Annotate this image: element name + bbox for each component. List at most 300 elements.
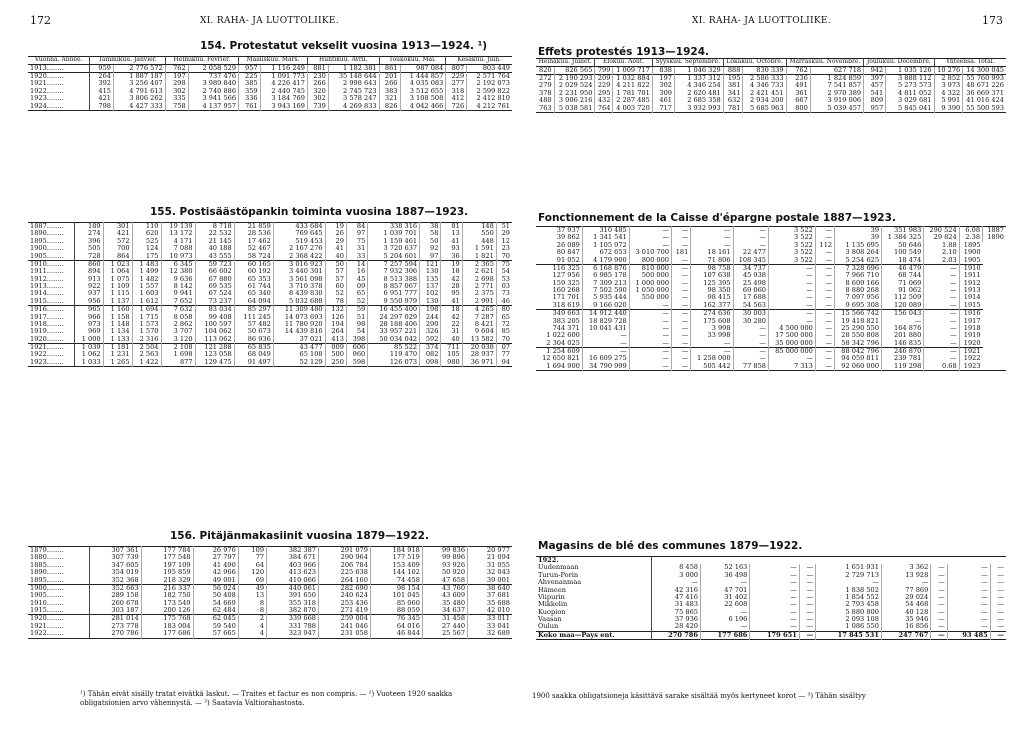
value-cell: 6.08 — [959, 227, 982, 235]
value-cell: 505 442 — [691, 363, 733, 371]
value-cell: 1 258 000 — [691, 355, 733, 362]
value-cell: 109 — [238, 547, 266, 555]
value-cell: — — [768, 272, 815, 279]
value-cell: 347 605 — [89, 562, 141, 569]
value-cell: 22 — [441, 321, 462, 328]
value-cell: 126 — [325, 314, 346, 321]
value-cell: 500 — [325, 351, 346, 358]
total-value: — — [990, 631, 1006, 639]
year-cell: 1920........ — [28, 615, 89, 623]
value-cell: 3 000 — [651, 572, 700, 579]
value-cell: 231 058 — [319, 630, 371, 638]
value-cell: 65 — [346, 290, 367, 297]
value-cell: 60 192 — [234, 268, 273, 275]
value-cell: 1916 — [959, 310, 982, 318]
value-cell: 104 062 — [195, 328, 234, 335]
value-cell: 177 784 — [141, 547, 193, 555]
value-cell: 303 187 — [89, 607, 141, 615]
value-cell: 264 — [90, 73, 114, 81]
value-cell: 54 669 — [193, 600, 238, 607]
value-cell: 77 869 — [881, 587, 930, 594]
value-cell: 7 313 — [768, 363, 815, 371]
value-cell: 965 — [74, 306, 103, 314]
value-cell: 274 636 — [691, 310, 733, 318]
value-cell: 98 — [346, 321, 367, 328]
value-cell: 57 482 — [234, 321, 273, 328]
total-value: 17 845 531 — [816, 631, 882, 639]
value-cell: 5 038 581 — [554, 105, 595, 113]
value-cell: 70 — [501, 251, 510, 260]
value-cell: — — [733, 355, 768, 362]
year-cell: 1890........ — [28, 569, 89, 576]
value-cell: 93 926 — [422, 562, 467, 569]
value-cell: 144 102 — [370, 569, 422, 576]
value-cell: 318 619 — [536, 302, 582, 310]
value-cell: 62 045 — [193, 615, 238, 623]
value-cell: 361 — [786, 90, 810, 97]
value-cell: 69 — [238, 577, 266, 585]
value-cell: 3 707 — [161, 328, 195, 335]
value-cell: 30 280 — [733, 318, 768, 325]
value-cell: 40 128 — [881, 609, 930, 616]
value-cell: — — [582, 332, 629, 339]
value-cell: 1 821 — [462, 253, 496, 261]
value-cell: 2 991 — [462, 298, 496, 306]
value-cell: 200 126 — [141, 607, 193, 615]
table-row — [536, 579, 1006, 586]
value-cell: — — [947, 616, 990, 623]
value-cell: 6 168 876 — [582, 264, 629, 272]
value-cell: 290 964 — [319, 554, 371, 561]
value-cell: 70 — [501, 334, 510, 343]
table-154b-title: Effets protestés 1913—1924. — [538, 46, 710, 58]
value-cell: — — [947, 594, 990, 601]
value-cell: 86 936 — [234, 336, 273, 344]
value-cell: 34 790 999 — [582, 363, 629, 371]
value-cell: 260 678 — [89, 600, 141, 607]
value-cell: 2 621 — [462, 268, 496, 275]
value-cell: 198 — [420, 306, 441, 314]
value-cell: — — [629, 332, 671, 339]
value-cell: 4 212 761 — [476, 101, 510, 110]
province-cell: Turun-Porin — [536, 572, 651, 579]
total-label: Koko maa—Pays ent. — [536, 631, 651, 639]
value-cell: 50 408 — [193, 592, 238, 599]
value-cell: 2 934 200 — [743, 97, 786, 104]
value-cell: 100 597 — [195, 321, 234, 328]
value-cell: 101 045 — [370, 592, 422, 599]
value-cell: 1 109 — [103, 283, 132, 290]
value-cell: 47 658 — [422, 577, 467, 585]
province-cell: Viipurin — [536, 594, 651, 601]
value-cell: 410 066 — [267, 577, 319, 585]
value-cell: 83 034 — [195, 306, 234, 314]
value-cell: — — [931, 601, 947, 608]
value-cell: 491 — [786, 82, 810, 89]
value-cell: 18 474 — [882, 257, 924, 265]
value-cell: 1 444 857 — [400, 73, 446, 81]
value-cell: 18 — [441, 306, 462, 314]
value-cell: 009 — [325, 344, 346, 352]
value-cell: 2 375 — [462, 290, 496, 297]
value-cell: 209 — [595, 75, 613, 83]
value-cell: 1 573 — [132, 321, 161, 328]
value-cell: 78 — [325, 298, 346, 306]
value-cell: 45 938 — [733, 272, 768, 279]
year-cell: 1915........ — [28, 607, 89, 615]
value-cell: 8 439 830 — [273, 290, 325, 297]
value-cell: — — [997, 600, 1004, 609]
table-row — [28, 600, 512, 607]
value-cell: 119 470 — [368, 351, 420, 358]
value-cell: 1 483 — [132, 260, 161, 268]
value-cell: 505 — [74, 245, 103, 252]
value-cell: 85 060 — [370, 600, 422, 607]
value-cell: 12 650 821 — [536, 355, 582, 362]
value-cell: 17 688 — [733, 294, 768, 301]
value-cell: 2 365 — [462, 260, 496, 268]
value-cell: — — [815, 287, 834, 294]
value-cell: — — [629, 227, 671, 235]
page-number: 173 — [982, 14, 1003, 27]
value-cell: 799 — [595, 66, 613, 74]
value-cell: 1 159 461 — [368, 238, 420, 245]
value-cell: 54 468 — [881, 601, 930, 608]
value-cell: — — [799, 623, 815, 631]
value-cell: — — [815, 234, 834, 241]
value-cell: 175 — [132, 253, 161, 261]
value-cell: — — [931, 572, 947, 579]
value-cell: 326 — [420, 328, 441, 335]
value-cell: 881 — [307, 64, 328, 72]
value-cell: — — [672, 325, 691, 332]
value-cell: — — [815, 340, 834, 348]
value-cell: — — [947, 623, 990, 631]
value-cell: 1890 — [987, 233, 1004, 242]
value-cell: — — [691, 242, 733, 249]
value-cell: — — [629, 340, 671, 348]
value-cell: 1 694 900 — [536, 363, 582, 371]
value-cell: 3 006 216 — [554, 97, 595, 104]
year-cell: 1905........ — [28, 592, 89, 599]
value-cell: — — [750, 616, 799, 623]
value-cell: 331 788 — [267, 623, 319, 630]
value-cell: 50 646 — [882, 242, 924, 249]
value-cell: 672 653 — [582, 249, 629, 256]
value-cell: 550 000 — [629, 294, 671, 301]
value-cell: 35 946 — [881, 616, 930, 623]
value-cell: 2 698 — [462, 276, 496, 283]
value-cell: 1 854 552 — [816, 594, 882, 601]
value-cell: 201 — [379, 73, 400, 81]
value-cell: 181 — [672, 249, 691, 256]
value-cell: 52 129 — [273, 359, 325, 367]
value-cell: 22 532 — [195, 230, 234, 237]
value-cell: 14 912 440 — [582, 310, 629, 318]
value-cell: 230 — [307, 73, 328, 81]
value-cell: 171 701 — [536, 294, 582, 301]
value-cell: 85 297 — [234, 306, 273, 314]
value-cell: 374 — [420, 344, 441, 352]
value-cell: — — [629, 363, 671, 371]
value-cell: 29 824 — [924, 234, 959, 241]
value-cell: — — [672, 302, 691, 310]
value-cell: — — [672, 355, 691, 362]
value-cell: 281 014 — [89, 615, 141, 623]
value-cell: 94 059 811 — [835, 355, 882, 362]
value-cell: 956 — [74, 298, 103, 306]
value-cell: 27 797 — [193, 554, 238, 561]
value-cell: — — [931, 564, 947, 571]
value-cell: 7 632 — [161, 306, 195, 314]
value-cell: 5 204 601 — [368, 253, 420, 261]
value-cell: 41 490 — [193, 562, 238, 569]
value-cell: 3 108 508 — [400, 95, 446, 102]
value-cell: 7 502 590 — [582, 287, 629, 294]
value-cell: 3 941 566 — [188, 95, 238, 102]
value-cell: — — [924, 294, 959, 301]
value-cell: 36 498 — [700, 572, 749, 579]
value-cell: 550 — [462, 230, 496, 237]
value-cell: 197 109 — [141, 562, 193, 569]
value-cell: — — [815, 294, 834, 301]
value-cell: 739 — [307, 103, 328, 111]
value-cell: 65 108 — [273, 351, 325, 358]
value-cell: 29 — [501, 229, 510, 238]
value-cell: 93 — [441, 245, 462, 252]
value-cell: 525 — [132, 238, 161, 245]
value-cell: 146 835 — [882, 340, 924, 348]
value-cell: 65 340 — [234, 290, 273, 297]
value-cell: — — [733, 234, 768, 241]
value-cell: 225 638 — [319, 569, 371, 576]
value-cell: 384 671 — [267, 554, 319, 561]
value-cell: 355 318 — [267, 600, 319, 607]
value-cell: 271 419 — [319, 607, 371, 615]
value-cell: — — [672, 340, 691, 348]
value-cell: — — [672, 294, 691, 301]
value-cell: 41 — [441, 298, 462, 306]
value-cell: 50 034 042 — [368, 336, 420, 344]
value-cell: 717 — [652, 105, 674, 113]
value-cell: 541 — [864, 90, 886, 97]
column-header: Maaliskuu. Mars. — [239, 57, 308, 65]
value-cell: 1 715 — [132, 314, 161, 321]
value-cell: 383 — [379, 88, 400, 95]
total-value: 177 686 — [700, 631, 749, 639]
value-cell: 50 — [420, 238, 441, 245]
value-cell: 8 — [238, 607, 266, 615]
value-cell: — — [997, 585, 1004, 594]
value-cell: 225 — [239, 73, 261, 81]
value-cell: 1 422 — [132, 359, 161, 367]
value-cell: 913 — [74, 276, 103, 283]
value-cell: 57 665 — [193, 630, 238, 638]
value-cell: 164 876 — [882, 325, 924, 332]
value-cell: 54 — [501, 267, 510, 276]
value-cell: — — [672, 272, 691, 279]
value-cell: — — [924, 355, 959, 362]
value-cell: — — [768, 280, 815, 287]
value-cell: 36 669 371 — [966, 88, 1004, 97]
value-cell: 4 035 083 — [400, 80, 446, 87]
value-cell: 2 029 524 — [554, 82, 595, 89]
value-cell: 75 — [496, 260, 512, 268]
value-cell: 1 134 — [103, 328, 132, 335]
value-cell: 864 — [103, 253, 132, 261]
value-cell: 1912 — [963, 278, 981, 287]
value-cell: 13 582 — [462, 336, 496, 344]
value-cell: 250 — [325, 359, 346, 367]
value-cell: 13 — [238, 592, 266, 599]
value-cell: 2 776 572 — [114, 64, 166, 72]
year-cell: 1879........ — [28, 547, 89, 555]
value-cell: 1914 — [963, 293, 981, 302]
value-cell: 3 888 112 — [886, 75, 934, 83]
table-row — [536, 616, 1006, 623]
value-cell: — — [733, 325, 768, 332]
table-row — [536, 572, 1006, 579]
value-cell: — — [815, 264, 834, 272]
value-cell: — — [947, 564, 990, 571]
value-cell: 105 — [441, 351, 462, 358]
value-cell: — — [997, 615, 1004, 623]
value-cell: 310 485 — [582, 227, 629, 235]
value-cell: 58 — [420, 230, 441, 237]
total-row — [536, 631, 1006, 639]
value-cell: 2 287 485 — [613, 97, 652, 104]
page-number: 172 — [30, 14, 51, 27]
value-cell: 1 265 — [103, 359, 132, 367]
value-cell: 9 636 — [161, 276, 195, 283]
value-cell: — — [815, 363, 834, 371]
value-cell: 7 088 — [161, 245, 195, 252]
value-cell: 4 137 957 — [188, 103, 238, 111]
value-cell: 598 — [346, 359, 367, 367]
value-cell: 19 — [441, 260, 462, 268]
value-cell: 744 371 — [536, 325, 582, 332]
value-cell: 1 115 — [103, 290, 132, 297]
value-cell: 397 — [864, 75, 886, 83]
value-cell: 803 449 — [482, 63, 510, 72]
value-cell: 33 041 — [486, 621, 510, 630]
value-cell: 159 325 — [536, 280, 582, 287]
value-cell: 352 663 — [89, 584, 141, 592]
value-cell: 121 288 — [195, 344, 234, 352]
value-cell: — — [750, 601, 799, 608]
value-cell: — — [881, 579, 930, 586]
value-cell: 21 859 — [234, 223, 273, 231]
value-cell: 54 563 — [733, 302, 768, 310]
value-cell: 21 094 — [486, 553, 510, 562]
value-cell: 3 016 923 — [273, 260, 325, 268]
value-cell: 3 512 655 — [400, 88, 446, 95]
running-head: XI. RAHA- JA LUOTTOLIIKE. — [692, 16, 831, 26]
value-cell: 480 — [536, 97, 554, 104]
value-cell: 7 097 956 — [835, 294, 882, 301]
value-cell: 7 257 594 — [368, 260, 420, 268]
value-cell: 81 — [441, 223, 462, 231]
value-cell: — — [750, 579, 799, 586]
value-cell: 16 609 275 — [582, 355, 629, 362]
value-cell: 1 062 — [74, 351, 103, 358]
value-cell: 195 859 — [141, 569, 193, 576]
value-cell: — — [931, 594, 947, 601]
value-cell: — — [815, 280, 834, 287]
value-cell: 25 498 — [733, 280, 768, 287]
year-cell: 1880........ — [28, 554, 89, 561]
value-cell: 3 973 — [934, 82, 963, 89]
value-cell: 100 549 — [882, 249, 924, 256]
table-156-title: 156. Pitäjänmakasiinit vuosina 1879—1922. — [170, 530, 429, 542]
right-page — [512, 0, 1024, 737]
value-cell: 352 368 — [89, 577, 141, 585]
value-cell: 5 685 963 — [743, 105, 786, 113]
value-cell: 4 791 613 — [114, 88, 166, 95]
value-cell: — — [799, 616, 815, 623]
value-cell: 66 602 — [195, 268, 234, 275]
value-cell: 1900 — [963, 248, 981, 257]
value-cell: 33 957 221 — [368, 328, 420, 335]
value-cell: 119 298 — [882, 363, 924, 371]
value-cell: 1923 — [963, 361, 981, 370]
value-cell: 762 — [786, 66, 810, 74]
value-cell: 91 062 — [882, 287, 924, 294]
value-cell: 302 — [165, 88, 188, 95]
value-cell: 264 160 — [319, 577, 371, 585]
value-cell: 29 024 — [881, 594, 930, 601]
table-row — [536, 105, 1006, 113]
value-cell: 1.88 — [924, 242, 959, 249]
value-cell: 2.03 — [924, 257, 959, 265]
table-154 — [28, 56, 512, 111]
value-cell: 3 522 — [768, 234, 815, 241]
value-cell: 4 346 254 — [675, 82, 724, 89]
value-cell: 5 273 573 — [886, 82, 934, 89]
value-cell: 123 058 — [195, 351, 234, 358]
value-cell: 826 — [379, 103, 400, 111]
value-cell: — — [629, 355, 671, 362]
value-cell: 8 609 166 — [835, 280, 882, 287]
year-cell: 1920........ — [28, 73, 90, 81]
value-cell: 156 043 — [882, 310, 924, 318]
value-cell: 769 645 — [273, 230, 325, 237]
value-cell: — — [924, 340, 959, 348]
value-cell: 3 522 — [768, 249, 815, 256]
value-cell: 14 073 693 — [273, 314, 325, 321]
value-cell: — — [629, 348, 671, 356]
value-cell: 412 — [446, 95, 467, 102]
value-cell: 52 163 — [700, 564, 749, 571]
value-cell: 42 — [441, 314, 462, 321]
value-cell: — — [815, 302, 834, 310]
value-cell: 33 011 — [468, 615, 512, 623]
value-cell: 31 483 — [651, 601, 700, 608]
value-cell: 32 043 — [486, 568, 510, 577]
year-cell: 1923........ — [28, 359, 74, 367]
value-cell: 1887 — [987, 226, 1004, 234]
value-cell: 43 555 — [195, 253, 234, 261]
value-cell: 07 — [496, 344, 512, 352]
value-cell: 277 — [446, 80, 467, 87]
value-cell: 279 — [536, 82, 554, 89]
total-value: — — [799, 631, 815, 639]
value-cell: 19 418 821 — [835, 318, 882, 325]
value-cell: — — [651, 579, 700, 586]
value-cell: 764 — [595, 105, 613, 113]
value-cell: 3 522 — [768, 257, 815, 265]
value-cell: 1 116 249 — [260, 64, 307, 72]
